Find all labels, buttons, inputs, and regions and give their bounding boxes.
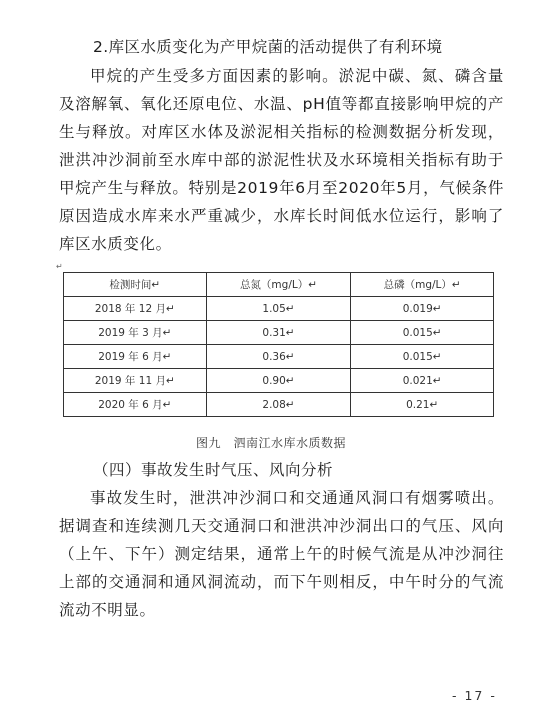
header-date: 检测时间↵ [64, 273, 207, 297]
cell-total-nitrogen: 2.08↵ [206, 393, 351, 417]
cell-date: 2019 年 11 月↵ [64, 369, 207, 393]
cell-total-phosphorus: 0.019↵ [351, 297, 494, 321]
water-quality-table [63, 272, 494, 417]
cell-total-nitrogen: 0.90↵ [206, 369, 351, 393]
cell-date: 2020 年 6 月↵ [64, 393, 207, 417]
page-number: - 17 - [452, 688, 497, 703]
section-heading: 2.库区水质变化为产甲烷菌的活动提供了有利环境 [93, 38, 443, 56]
table-header-row [64, 273, 494, 297]
cell-total-nitrogen: 0.31↵ [206, 321, 351, 345]
figure-caption: 图九 泗南江水库水质数据 [196, 436, 347, 450]
paragraph-methane-factors: 甲烷的产生受多方面因素的影响。淤泥中碳、氮、磷含量及溶解氧、氧化还原电位、水温、pH值等都直接影响甲烷的产生与释放。对库区水体及淤泥相关指标的检测数据分析发现，泄洪冲沙洞前至水库中部的淤泥性状及水环境相关指标有助于甲烷产生与释放。特别是2019年6月至2020年5月，气候条件原因造成水库来水严重减少，水库长时间低水位运行，影响了库区水质变化。 [59, 67, 504, 253]
cell-date: 2019 年 3 月↵ [64, 321, 207, 345]
cell-date: 2019 年 6 月↵ [64, 345, 207, 369]
cell-total-phosphorus: 0.015↵ [351, 345, 494, 369]
cell-total-phosphorus: 0.021↵ [351, 369, 494, 393]
cell-total-phosphorus: 0.21↵ [351, 393, 494, 417]
cell-total-nitrogen: 1.05↵ [206, 297, 351, 321]
header-total-nitrogen: 总氮（mg/L）↵ [206, 273, 351, 297]
paragraph-pressure-wind: 事故发生时，泄洪冲沙洞口和交通通风洞口有烟雾喷出。据调查和连续测几天交通洞口和泄洪冲沙洞出口的气压、风向（上午、下午）测定结果，通常上午的时候气流是从冲沙洞往上部的交通洞和通风洞流动，而下午则相反，中午时分的气流流动不明显。 [59, 489, 504, 619]
cell-date: 2018 年 12 月↵ [64, 297, 207, 321]
table-row [64, 345, 494, 369]
header-total-phosphorus: 总磷（mg/L）↵ [351, 273, 494, 297]
subsection-heading: （四）事故发生时气压、风向分析 [93, 461, 334, 479]
table-row [64, 297, 494, 321]
table-row [64, 393, 494, 417]
table-row [64, 369, 494, 393]
paragraph-marker: ↵ [56, 262, 63, 271]
table-row [64, 321, 494, 345]
cell-total-phosphorus: 0.015↵ [351, 321, 494, 345]
cell-total-nitrogen: 0.36↵ [206, 345, 351, 369]
